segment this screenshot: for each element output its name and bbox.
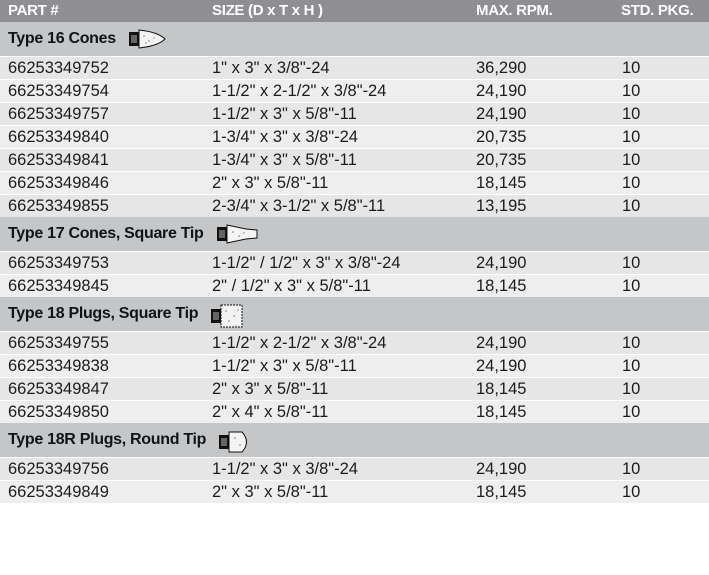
table-row <box>0 354 709 377</box>
table-row <box>0 377 709 400</box>
section-title: Type 16 Cones <box>8 30 116 47</box>
cell-std-pkg: 10 <box>622 460 641 478</box>
cell-std-pkg: 10 <box>622 357 641 375</box>
cell-size: 1-1/2" / 1/2" x 3" x 3/8"-24 <box>212 254 401 272</box>
table-row <box>0 171 709 194</box>
cell-max-rpm: 18,145 <box>476 380 527 398</box>
cell-size: 2" / 1/2" x 3" x 5/8"-11 <box>212 277 371 295</box>
cell-part-number: 66253349753 <box>8 254 109 272</box>
cell-max-rpm: 36,290 <box>476 59 527 77</box>
header-size: SIZE (D x T x H ) <box>212 2 323 19</box>
section-header <box>0 217 709 251</box>
cell-part-number: 66253349846 <box>8 174 109 192</box>
cell-std-pkg: 10 <box>622 334 641 352</box>
round-plug-icon <box>218 430 252 450</box>
table-row <box>0 102 709 125</box>
cell-part-number: 66253349756 <box>8 460 109 478</box>
table-row <box>0 274 709 297</box>
cell-part-number: 66253349838 <box>8 357 109 375</box>
table-row <box>0 251 709 274</box>
cell-std-pkg: 10 <box>622 174 641 192</box>
cell-part-number: 66253349840 <box>8 128 109 146</box>
cell-max-rpm: 18,145 <box>476 483 527 501</box>
cell-part-number: 66253349845 <box>8 277 109 295</box>
cell-size: 1-1/2" x 3" x 3/8"-24 <box>212 460 358 478</box>
section-header <box>0 423 709 457</box>
cell-max-rpm: 24,190 <box>476 357 527 375</box>
cell-part-number: 66253349841 <box>8 151 109 169</box>
cell-max-rpm: 24,190 <box>476 105 527 123</box>
table-row <box>0 400 709 423</box>
table-row <box>0 125 709 148</box>
cell-max-rpm: 24,190 <box>476 254 527 272</box>
cell-size: 2-3/4" x 3-1/2" x 5/8"-11 <box>212 197 386 215</box>
square-plug-icon <box>210 304 244 324</box>
table-row <box>0 79 709 102</box>
section-title: Type 17 Cones, Square Tip <box>8 225 204 242</box>
cone-icon <box>128 29 166 49</box>
table-row <box>0 480 709 503</box>
cell-std-pkg: 10 <box>622 483 641 501</box>
cell-std-pkg: 10 <box>622 254 641 272</box>
cell-std-pkg: 10 <box>622 380 641 398</box>
cell-size: 2" x 3" x 5/8"-11 <box>212 174 329 192</box>
cell-max-rpm: 24,190 <box>476 82 527 100</box>
section-header <box>0 297 709 331</box>
header-part: PART # <box>8 2 59 19</box>
cell-size: 1-1/2" x 3" x 5/8"-11 <box>212 105 357 123</box>
cell-part-number: 66253349849 <box>8 483 109 501</box>
cell-std-pkg: 10 <box>622 128 641 146</box>
cell-std-pkg: 10 <box>622 151 641 169</box>
cell-max-rpm: 13,195 <box>476 197 527 215</box>
cell-std-pkg: 10 <box>622 197 641 215</box>
cell-part-number: 66253349850 <box>8 403 109 421</box>
cell-std-pkg: 10 <box>622 403 641 421</box>
cell-max-rpm: 20,735 <box>476 128 527 146</box>
table-row <box>0 331 709 354</box>
table-row <box>0 194 709 217</box>
section-title: Type 18 Plugs, Square Tip <box>8 305 199 322</box>
cell-part-number: 66253349754 <box>8 82 109 100</box>
cell-max-rpm: 20,735 <box>476 151 527 169</box>
cell-std-pkg: 10 <box>622 105 641 123</box>
table-row <box>0 56 709 79</box>
cell-size: 2" x 4" x 5/8"-11 <box>212 403 329 421</box>
cell-part-number: 66253349855 <box>8 197 109 215</box>
cell-std-pkg: 10 <box>622 82 641 100</box>
square-tip-cone-icon <box>216 224 258 244</box>
table-header <box>0 0 709 22</box>
cell-max-rpm: 24,190 <box>476 334 527 352</box>
header-pkg: STD. PKG. <box>621 2 694 19</box>
table-row <box>0 148 709 171</box>
cell-std-pkg: 10 <box>622 59 641 77</box>
cell-max-rpm: 18,145 <box>476 277 527 295</box>
cell-part-number: 66253349752 <box>8 59 109 77</box>
cell-size: 2" x 3" x 5/8"-11 <box>212 483 329 501</box>
cell-size: 1-1/2" x 2-1/2" x 3/8"-24 <box>212 82 387 100</box>
cell-std-pkg: 10 <box>622 277 641 295</box>
cell-size: 1-3/4" x 3" x 3/8"-24 <box>212 128 358 146</box>
cell-max-rpm: 24,190 <box>476 460 527 478</box>
cell-part-number: 66253349755 <box>8 334 109 352</box>
cell-size: 2" x 3" x 5/8"-11 <box>212 380 329 398</box>
cell-size: 1-3/4" x 3" x 5/8"-11 <box>212 151 357 169</box>
cell-max-rpm: 18,145 <box>476 174 527 192</box>
cell-size: 1" x 3" x 3/8"-24 <box>212 59 330 77</box>
cell-max-rpm: 18,145 <box>476 403 527 421</box>
cell-size: 1-1/2" x 2-1/2" x 3/8"-24 <box>212 334 387 352</box>
cell-size: 1-1/2" x 3" x 5/8"-11 <box>212 357 357 375</box>
section-header <box>0 22 709 56</box>
table-body <box>0 22 709 503</box>
table-row <box>0 457 709 480</box>
cell-part-number: 66253349757 <box>8 105 109 123</box>
section-title: Type 18R Plugs, Round Tip <box>8 431 207 448</box>
header-rpm: MAX. RPM. <box>476 2 553 19</box>
cell-part-number: 66253349847 <box>8 380 109 398</box>
